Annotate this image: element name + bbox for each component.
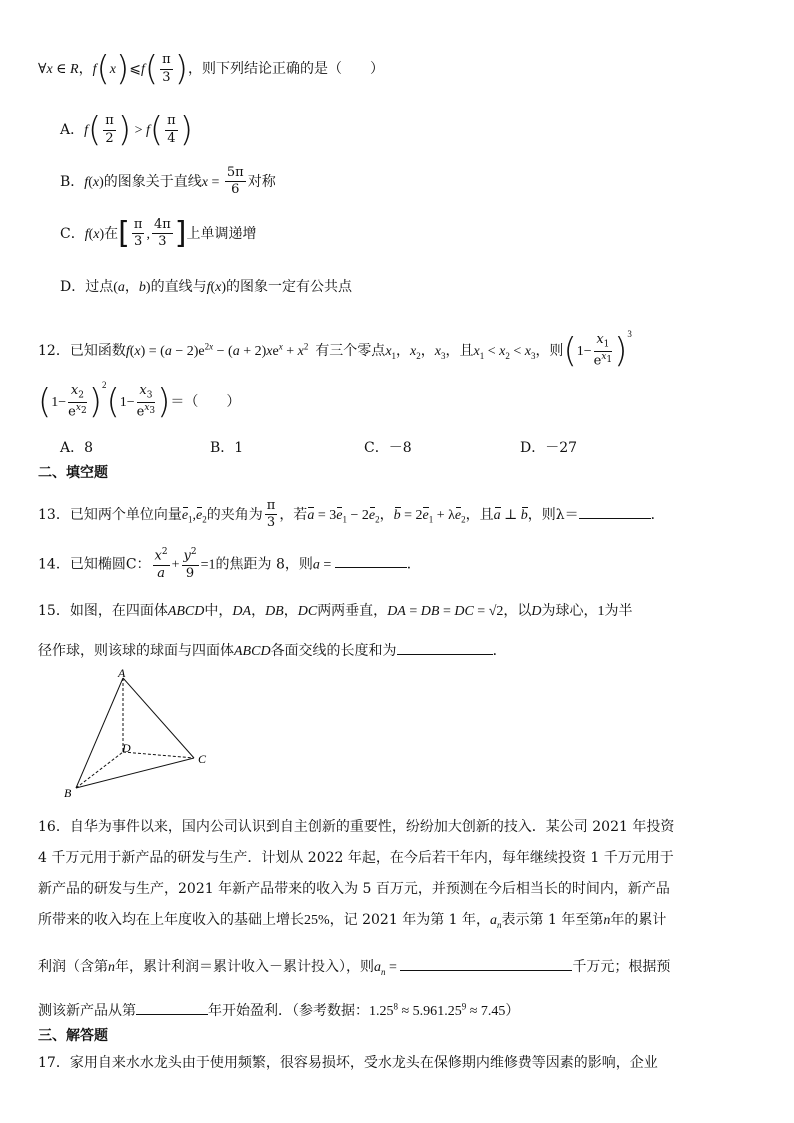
q17-line-1: 17．家用自来水水龙头由于使用频繁，很容易损坏，受水龙头在保修期内维修费等因素的影响，企业 <box>38 1055 658 1071</box>
q12-stem-line-1: 12．已知函数$f(x) = (a - 2)e^{2x} - (a + 2)xe^x + x^2$ 有三个零点$x_1$，$x_2$，$x_3$，且$x_1 < x_2 < x_3$，则(1− $\frac{x_1}{e^{x_1}}$ )$^3$ <box>38 329 632 372</box>
vertex-label-d: D <box>122 741 131 755</box>
q16-answer-blank-1[interactable] <box>400 956 572 971</box>
q14-answer-blank[interactable] <box>335 553 407 568</box>
edge-ac <box>123 678 194 758</box>
q16-text-5: 利润（含第 <box>38 959 108 975</box>
q15-stem-line-2: 径作球，则该球的球面与四面体ABCD各面交线的长度和为 ． <box>38 640 507 659</box>
q16-text-7: 千万元；根据预 <box>572 959 671 975</box>
q15-text-3: ， <box>251 603 266 619</box>
q13-text-5: ，则λ＝ <box>527 506 579 523</box>
q15-text-8: 为半 <box>604 603 633 619</box>
q13-stem: 13．已知两个单位向量$e_1,e_2$的夹角为 $\frac{\pi}{3}$ ，若$a = 3e_1 - 2e_2$，$b = 2e_1 + \lambda e_2$，且a ⊥ b，则λ＝ ． <box>38 498 665 531</box>
q11-option-c: C．f(x)在[ $\frac{\pi}{3}$ , $\frac{4\pi}{3}$ ]上单调递增 <box>60 215 257 251</box>
option-c-label: C． <box>60 225 85 242</box>
q16-text-6: 年，累计利润＝累计收入－累计投入），则 <box>115 959 374 975</box>
q15-text-4: ， <box>283 603 298 619</box>
edge-bd <box>76 752 123 788</box>
q15-stem-line-1: 15．如图，在四面体ABCD中，DA，DB，DC两两垂直，DA = DB = DC = √2，以D为球心，1为半 <box>38 603 633 619</box>
q16-text-4: 年的累计 <box>610 912 667 928</box>
q15-text-5: 两两垂直， <box>317 603 388 619</box>
q12-option-b: B．1 <box>210 440 244 456</box>
option-b-label: B． <box>60 173 85 190</box>
q12-stem-line-2: (1− $\frac{x_2}{e^{x_2}}$ )$^2$(1− $\frac{x_3}{e^{x_3}}$ )＝（ ） <box>38 380 241 423</box>
q16-text-8: 测该新产品从第 <box>38 1003 136 1019</box>
option-c-text-2: 上单调递增 <box>186 225 257 242</box>
q16-line-2: 4 千万元用于新产品的研发与生产．计划从 2022 年起，在今后若干年内，每年继续投资 1 千万元用于 <box>38 850 674 866</box>
q16-text-2: ，记 2021 年为第 1 年， <box>329 912 491 928</box>
q13-answer-blank[interactable] <box>579 504 651 519</box>
q14-text-2: 的焦距为 8，则 <box>215 556 313 573</box>
q12-option-c: C．－8 <box>364 440 412 456</box>
q15-text-2: 中， <box>204 603 233 619</box>
section-heading-solutions: 三、解答题 <box>38 1028 108 1044</box>
q13-text-3: ，若 <box>279 506 308 523</box>
q15-text-10: 各面交线的长度和为 <box>270 643 397 659</box>
option-d-text: 的直线与 <box>150 279 207 295</box>
q12-tail: ＝（ ） <box>170 394 241 411</box>
q14-stem: 14．已知椭圆C： $\frac{x^2}{a}$ + $\frac{y^2}{9}$ =1的焦距为 8，则a = ． <box>38 547 421 581</box>
q11-condition: ∀x ∈ R，f(x)⩽f( $\frac{\pi}{3}$ )，则下列结论正确的是（ ） <box>38 49 384 89</box>
q16-text-3: 表示第 1 年至第 <box>501 912 604 928</box>
q15-text-9: 径作球，则该球的球面与四面体 <box>38 643 234 659</box>
q12-option-d: D．－27 <box>520 440 578 456</box>
tetrahedron-figure <box>60 668 220 800</box>
q16-ref-exp-2: 9 <box>461 1001 467 1012</box>
q16-ref-value-2: ≈ 7.45 <box>466 1004 506 1019</box>
q12-number: 12．已知函数 <box>38 343 126 360</box>
vertex-label-b: B <box>64 786 72 800</box>
q16-growth-rate: 25% <box>304 913 330 928</box>
q16-ref-base-2: 1.25 <box>437 1004 462 1019</box>
q13-text-4: ，且 <box>465 506 494 523</box>
q14-text: 14．已知椭圆C： <box>38 556 151 573</box>
q14-text-3: ． <box>406 556 421 573</box>
q16-ref-value-1: ≈ 5.96 <box>398 1004 438 1019</box>
edge-bc <box>76 758 194 788</box>
q16-text-10: ） <box>505 1003 520 1019</box>
option-a-label: A． <box>60 122 85 138</box>
q16-text: 所带来的收入均在上年度收入的基础上增长 <box>38 912 304 928</box>
q15-text-7: 为球心， <box>541 603 598 619</box>
option-d-text-2: 的图象一定有公共点 <box>226 279 353 295</box>
q11-option-d: D．过点(a，b)的直线与f(x)的图象一定有公共点 <box>60 279 353 295</box>
q11-option-b: B．f(x)的图象关于直线x = $\frac{5\pi}{6}$ 对称 <box>60 165 276 198</box>
option-d-label: D．过点 <box>60 279 114 295</box>
q11-condition-tail: ，则下列结论正确的是（ ） <box>187 61 384 77</box>
edge-ab <box>76 678 123 788</box>
section-heading-fill-in: 二、填空题 <box>38 465 108 481</box>
q13-text: 13．已知两个单位向量 <box>38 506 182 523</box>
q16-ref-exp-1: 8 <box>393 1001 398 1012</box>
option-b-text-2: 对称 <box>247 173 276 190</box>
vertex-label-a: A <box>118 668 126 680</box>
q16-line-1: 16．自华为事件以来，国内公司认识到自主创新的重要性，纷纷加大创新的技入．某公司 2021 年投资 <box>38 819 675 835</box>
q15-text-6: ，以 <box>503 603 532 619</box>
q16-answer-blank-2[interactable] <box>136 1000 208 1015</box>
q15-text: 15．如图，在四面体 <box>38 603 168 619</box>
q12-text-2: ，且 <box>445 343 474 360</box>
q16-line-6 <box>38 1000 519 1019</box>
option-c-text: 在 <box>104 225 119 242</box>
q16-line-3: 新产品的研发与生产，2021 年新产品带来的收入为 5 百万元，并预测在今后相当长的时间内，新产品 <box>38 881 670 897</box>
vertex-label-c: C <box>198 752 207 766</box>
option-b-text: 的图象关于直线 <box>103 173 202 190</box>
q15-text-11: ． <box>492 643 507 659</box>
q16-line-5: 利润（含第n年，累计利润＝累计收入－累计投入），则$a_n$ = 千万元；根据预 <box>38 956 670 977</box>
q13-text-2: 的夹角为 <box>206 506 263 523</box>
q15-answer-blank[interactable] <box>397 640 493 655</box>
q16-text-9: 年开始盈利．（参考数据： <box>208 1003 369 1019</box>
q16-line-4: 所带来的收入均在上年度收入的基础上增长25%，记 2021 年为第 1 年，$a_n$表示第 1 年至第n年的累计 <box>38 912 667 930</box>
q16-ref-base-1: 1.25 <box>369 1004 394 1019</box>
q12-option-a: A．8 <box>60 440 94 456</box>
q12-text-3: ，则 <box>535 343 564 360</box>
edge-dc <box>123 752 194 758</box>
q12-text: 有三个零点 <box>315 343 386 360</box>
q11-option-a: A．f( $\frac{\pi}{2}$ ) > f( $\frac{\pi}{4}$ ) <box>60 110 193 150</box>
